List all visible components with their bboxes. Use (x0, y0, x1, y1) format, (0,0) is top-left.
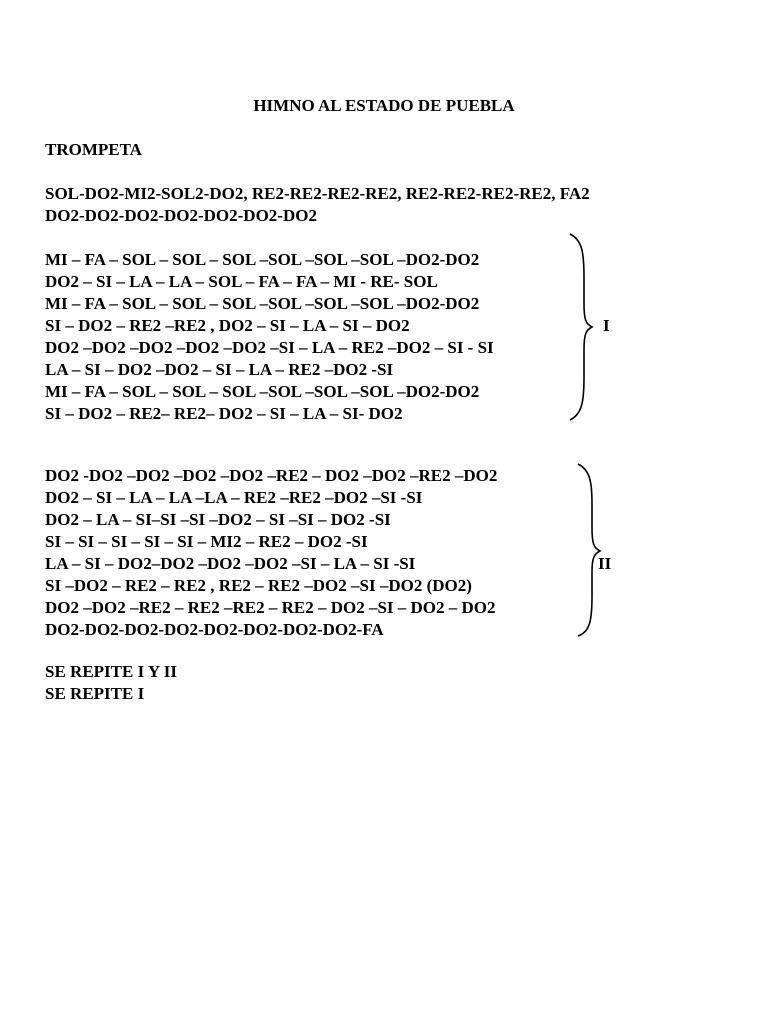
section-two-label: II (598, 554, 612, 573)
instrument-heading (45, 139, 142, 161)
section-one-line: DO2 –DO2 –DO2 –DO2 –DO2 –SI – LA – RE2 –DO2 – SI - SI (45, 338, 494, 357)
section-two-line: LA – SI – DO2–DO2 –DO2 –DO2 –SI – LA – SI -SI (45, 554, 416, 573)
section-one-line: SI – DO2 – RE2 –RE2 , DO2 – SI – LA – SI – DO2 (45, 316, 410, 335)
section-one-label: I (603, 316, 610, 335)
section-one-brace (568, 232, 594, 422)
section-one-line: SI – DO2 – RE2– RE2– DO2 – SI – LA – SI- DO2 (45, 404, 403, 423)
section-one-line: MI – FA – SOL – SOL – SOL –SOL –SOL –SOL –DO2-DO2 (45, 382, 480, 401)
section-two-line: DO2-DO2-DO2-DO2-DO2-DO2-DO2-DO2-FA (45, 620, 384, 639)
section-two-line: DO2 -DO2 –DO2 –DO2 –DO2 –RE2 – DO2 –DO2 –RE2 –DO2 (45, 466, 498, 485)
intro-line: DO2-DO2-DO2-DO2-DO2-DO2-DO2 (45, 206, 317, 225)
section-one-line: MI – FA – SOL – SOL – SOL –SOL –SOL –SOL –DO2-DO2 (45, 294, 480, 313)
section-one-line: DO2 – SI – LA – LA – SOL – FA – FA – MI - RE- SOL (45, 272, 438, 291)
section-one-line: MI – FA – SOL – SOL – SOL –SOL –SOL –SOL –DO2-DO2 (45, 250, 480, 269)
section-two-line: SI –DO2 – RE2 – RE2 , RE2 – RE2 –DO2 –SI –DO2 (DO2) (45, 576, 472, 595)
section-one-line: LA – SI – DO2 –DO2 – SI – LA – RE2 –DO2 -SI (45, 360, 394, 379)
section-one-notes (45, 249, 494, 425)
document-title: HIMNO AL ESTADO DE PUEBLA (253, 96, 515, 115)
section-two-brace (576, 462, 602, 638)
section-two-notes (45, 465, 497, 641)
instrument-name: TROMPETA (45, 140, 142, 159)
repeat-line: SE REPITE I (45, 684, 145, 703)
repeat-line: SE REPITE I Y II (45, 662, 177, 681)
repeat-instructions (45, 661, 177, 705)
section-two-line: DO2 – SI – LA – LA –LA – RE2 –RE2 –DO2 –SI -SI (45, 488, 423, 507)
section-two-line: DO2 –DO2 –RE2 – RE2 –RE2 – RE2 – DO2 –SI – DO2 – DO2 (45, 598, 496, 617)
section-two-line: DO2 – LA – SI–SI –SI –DO2 – SI –SI – DO2 -SI (45, 510, 391, 529)
section-two-line: SI – SI – SI – SI – SI – MI2 – RE2 – DO2 -SI (45, 532, 368, 551)
intro-line: SOL-DO2-MI2-SOL2-DO2, RE2-RE2-RE2-RE2, RE2-RE2-RE2-RE2, FA2 (45, 184, 590, 203)
intro-notes (45, 183, 590, 227)
